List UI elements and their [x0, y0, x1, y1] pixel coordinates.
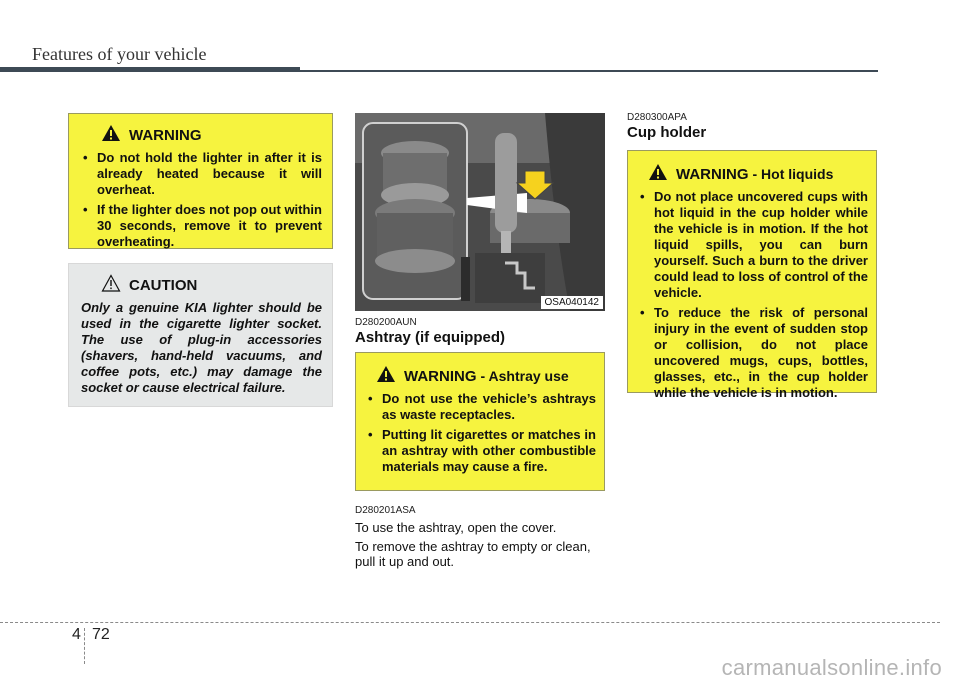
warning-title-text: WARNING	[676, 165, 749, 183]
ashtray-warning-box	[355, 352, 605, 491]
ashtray-code: D280200AUN	[355, 317, 417, 328]
list-item: • Do not use the vehicle’s ashtrays as waste receptacles.	[366, 391, 596, 423]
warning-triangle-icon	[101, 124, 121, 146]
page-number: 72	[92, 626, 110, 643]
header-bar	[0, 67, 300, 72]
cup-holder-warning-box	[627, 150, 877, 400]
photo-caption: OSA040142	[541, 296, 604, 309]
lighter-caution-box	[68, 263, 333, 407]
caution-title	[101, 274, 322, 296]
caution-title-text: CAUTION	[129, 276, 198, 294]
footer-divider	[0, 622, 940, 623]
warning-triangle-icon	[376, 365, 396, 387]
warning-title-text: WARNING	[404, 367, 477, 385]
warning-list	[81, 150, 322, 250]
list-item: • To reduce the risk of personal injury in the event of sudden stop or collision, do not place uncovered mugs, cups, bottles, glasses, etc., in the cup holder while the vehicle is in motion.	[638, 305, 868, 401]
list-item: • Do not place uncovered cups with hot liquid in the cup holder while the vehicle is in motion. If the hot liquid spills, you can burn yourself. Such a burn to the driver could lead to loss of control of the vehicle.	[638, 189, 868, 301]
cup-holder-heading: Cup holder	[627, 124, 707, 141]
lighter-warning-box	[68, 113, 333, 249]
warning-title	[101, 124, 322, 146]
ashtray-heading: Ashtray (if equipped)	[355, 329, 506, 346]
caution-triangle-icon	[101, 274, 121, 296]
watermark: carmanualsonline.info	[721, 655, 942, 680]
warning-subtitle: - Ashtray use	[480, 368, 569, 384]
warning-list	[638, 189, 868, 401]
header-line	[300, 70, 878, 72]
list-item: • If the lighter does not pop out within 30 seconds, remove it to prevent overheating.	[81, 202, 322, 250]
ashtray-photo-illustration	[355, 113, 605, 311]
warning-title	[376, 365, 596, 387]
ashtray-instruction-2: To remove the ashtray to empty or clean, pull it up and out.	[355, 539, 591, 569]
warning-triangle-icon	[648, 163, 668, 185]
ashtray-instruction-1: To use the ashtray, open the cover.	[355, 520, 557, 535]
warning-subtitle: - Hot liquids	[752, 166, 834, 182]
caution-text: Only a genuine KIA lighter should be used in the cigarette lighter socket. The use of plug-in accessories (shavers, hand-held vacuums, and coffee pots, etc.) may damage the socket or cause electrical failure.	[81, 300, 322, 395]
warning-list	[366, 391, 596, 475]
ashtray-instructions-code: D280201ASA	[355, 505, 416, 516]
list-item: • Do not hold the lighter in after it is already heated because it will overheat.	[81, 150, 322, 198]
chapter-number: 4	[72, 626, 81, 643]
warning-title	[648, 163, 868, 185]
page-header-title: Features of your vehicle	[32, 44, 207, 64]
ashtray-photo	[355, 113, 605, 311]
cup-holder-code: D280300APA	[627, 112, 687, 123]
warning-title-text: WARNING	[129, 126, 202, 144]
footer-vertical-divider	[84, 628, 85, 664]
list-item: • Putting lit cigarettes or matches in an ashtray with other combustible materials may cause a fire.	[366, 427, 596, 475]
